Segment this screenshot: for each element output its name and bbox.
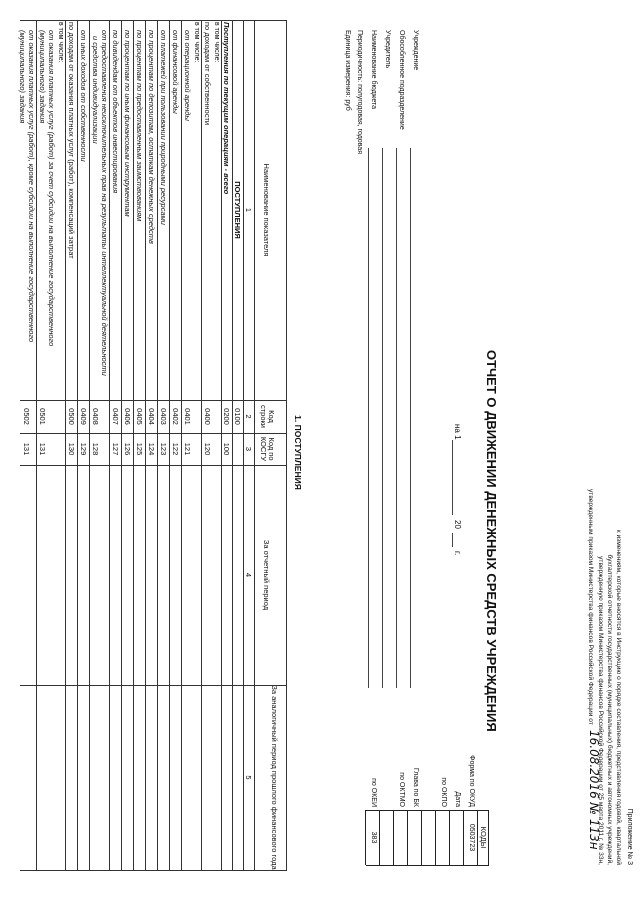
row-label: по процентам по иным финансовым инструментам (123, 30, 132, 217)
row-kosgu: 131 (22, 442, 31, 456)
codes-label-date: Дата (454, 791, 461, 807)
row-label: по доходам от собственности (203, 22, 212, 126)
requisite-budget: Наименование бюджета (370, 30, 377, 110)
report-date-suffix: г. (453, 551, 462, 556)
row-code: 0402 (171, 408, 180, 425)
row-code: 0100 (233, 408, 242, 425)
row-code: 0407 (111, 408, 120, 425)
requisite-unit: Единица измерения: руб (344, 30, 351, 111)
row-label: от иных доходов от собственности (79, 30, 88, 162)
col-number-4: 4 (244, 572, 253, 578)
appendix-line-2: бухгалтерской отчетности государственных (муниципальных) бюджетных и автономных учреждений, (606, 554, 613, 865)
codes-label-okud: Форма по ОКУД (468, 755, 475, 807)
report-date-year: 20 (453, 520, 462, 529)
section-title: 1. ПОСТУПЛЕНИЯ (293, 415, 303, 490)
codes-label-okpo: по ОКПО (440, 777, 447, 807)
codes-label-okei: по ОКЕИ (370, 778, 377, 807)
row-label: по дивидендам от объектов инвестирования (111, 30, 120, 194)
row-code: 0200 (222, 408, 231, 425)
row-code: 0502 (22, 408, 31, 425)
row-code: 0406 (123, 408, 132, 425)
row-kosgu: 120 (203, 442, 212, 456)
col-header-kosgu: Код по КОСГУ (259, 436, 276, 462)
row-kosgu: 122 (171, 442, 180, 456)
row-kosgu: 127 (111, 442, 120, 456)
appendix-line-1: к изменениям, которые вносятся в Инструкцию о порядке составления, представления годовой, квартальной (615, 529, 622, 865)
row-kosgu: 100 (222, 442, 231, 456)
codes-value-okud: 0503723 (468, 823, 475, 852)
row-label: в том числе: (213, 22, 220, 63)
row-label: (муниципального) задания (38, 30, 47, 124)
handwritten-order-number: 16.08.2016 № 113н (587, 730, 601, 850)
appendix-line-4: утвержденным приказом Министерства финансов Российской Федерации от (587, 489, 594, 725)
row-label: от финансовой аренды (171, 30, 180, 114)
row-kosgu: 125 (135, 442, 144, 456)
row-code: 0404 (147, 408, 156, 425)
col-number-2: 2 (244, 414, 253, 419)
row-kosgu: 129 (79, 442, 88, 456)
row-code: 0405 (135, 408, 144, 425)
appendix-line-3: утвержденную приказом Министерства финансов Российской Федерации от 25 марта 2011 г. № 33н, (597, 556, 604, 865)
row-label: в том числе: (57, 22, 64, 63)
row-label: от оказания платных услуг (работ) за счет субсидии на выполнение государственного (47, 30, 56, 347)
row-label: от предоставления неисключительных прав на результаты интеллектуальной деятельности (100, 30, 109, 376)
col-header-name: Наименование показателя (262, 163, 271, 257)
codes-label-oktmo: по ОКТМО (398, 772, 405, 807)
row-label: по процентам по депозитам, остаткам денежных средств (147, 30, 156, 244)
report-date-prefix: на 1 (453, 424, 462, 440)
requisite-subdivision: Обособленное подразделение (398, 30, 405, 130)
row-label: по процентам по предоставленным заимствованиям (135, 30, 144, 222)
row-kosgu: 124 (147, 442, 156, 456)
row-kosgu: 123 (159, 442, 168, 456)
requisite-institution: Учреждение (412, 30, 419, 71)
row-code: 0401 (183, 408, 192, 425)
report-title: ОТЧЕТ О ДВИЖЕНИИ ДЕНЕЖНЫХ СРЕДСТВ УЧРЕЖДЕНИЯ (484, 350, 499, 732)
requisite-founder: Учредитель (384, 30, 391, 69)
row-kosgu: 121 (183, 442, 192, 456)
requisite-periodicity: Периодичность: полугодовая, годовая (356, 30, 363, 154)
col-number-1: 1 (244, 207, 253, 213)
row-label: ПОСТУПЛЕНИЯ (233, 181, 242, 239)
codes-value-okei: 383 (370, 831, 377, 844)
col-header-current: За отчетный период (262, 539, 271, 611)
row-kosgu: 130 (67, 442, 76, 456)
row-code: 0403 (159, 408, 168, 425)
col-number-3: 3 (244, 446, 253, 452)
row-label: в том числе: (193, 22, 200, 63)
row-kosgu: 128 (91, 442, 100, 456)
row-label: Поступления по текущим операциям - всего (222, 22, 231, 195)
row-kosgu: 126 (123, 442, 132, 456)
col-number-5: 5 (244, 775, 253, 780)
row-label: от операционной аренды (183, 30, 192, 121)
row-code: 0408 (91, 408, 100, 425)
row-code: 0400 (203, 408, 212, 425)
row-label: от оказания платных услуг (работ), кроме субсидии на выполнение государственного (27, 30, 36, 343)
row-label: (муниципального) задания (18, 30, 27, 124)
row-label: от платежей при пользовании природными ресурсами (159, 30, 168, 225)
appendix-title: Приложение № 3 (626, 808, 633, 865)
year-line (452, 533, 453, 547)
codes-label-bk: Глава по БК (412, 767, 419, 807)
row-code: 0409 (79, 408, 88, 425)
row-label: по доходам от оказания платных услуг (работ), компенсаций затрат (67, 22, 76, 259)
row-code: 0500 (67, 408, 76, 425)
row-label: и средства индивидуализации (91, 36, 100, 144)
codes-header: КОДЫ (479, 826, 488, 849)
row-code: 0501 (38, 408, 47, 425)
row-kosgu: 131 (38, 442, 47, 456)
col-header-previous: За аналогичный период прошлого финансового года (270, 685, 279, 870)
date-line (452, 440, 453, 515)
col-header-line-code: Код строки (259, 405, 276, 428)
